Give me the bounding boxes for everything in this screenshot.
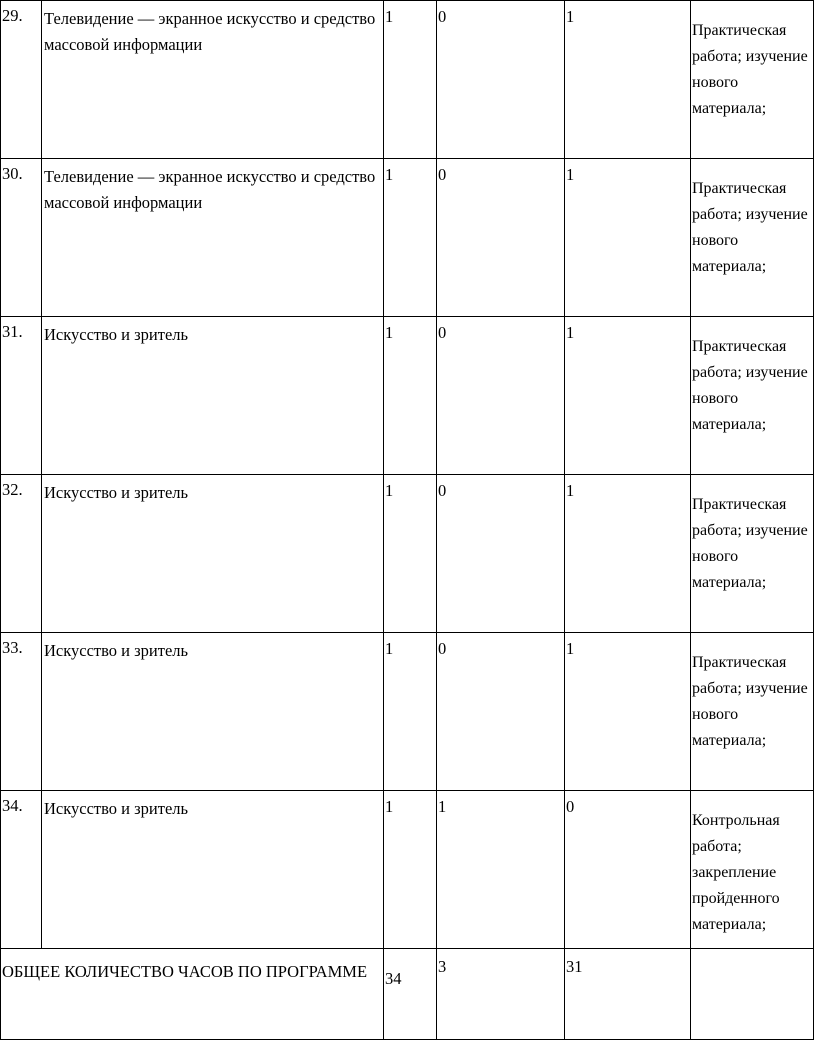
lesson-topic: Телевидение — экранное искусство и средство массовой информации [42,1,384,159]
hours-practice: 1 [565,317,691,475]
lesson-type: Практическая работа; изучение нового материала; [691,633,814,791]
hours-total: 1 [384,475,437,633]
hours-total: 1 [384,317,437,475]
lesson-type: Практическая работа; изучение нового материала; [691,317,814,475]
lesson-type: Практическая работа; изучение нового материала; [691,1,814,159]
table-row [1,1,814,159]
lesson-number: 32. [1,475,42,633]
hours-practice: 1 [565,159,691,317]
lesson-type: Контрольная работа; закрепление пройденного материала; [691,791,814,949]
total-hours-label: ОБЩЕЕ КОЛИЧЕСТВО ЧАСОВ ПО ПРОГРАММЕ [1,949,384,1040]
hours-total: 1 [384,159,437,317]
table-row [1,791,814,949]
lesson-type: Практическая работа; изучение нового материала; [691,159,814,317]
total-hours-control: 3 [437,949,565,1040]
hours-control: 1 [437,791,565,949]
lesson-number: 34. [1,791,42,949]
table-row [1,475,814,633]
hours-control: 0 [437,159,565,317]
hours-control: 0 [437,475,565,633]
lesson-type: Практическая работа; изучение нового материала; [691,475,814,633]
hours-practice: 1 [565,475,691,633]
lesson-topic: Искусство и зритель [42,475,384,633]
lesson-number: 30. [1,159,42,317]
hours-total: 1 [384,633,437,791]
total-hours-all: 34 [384,949,437,1040]
total-empty-cell [691,949,814,1040]
hours-practice: 0 [565,791,691,949]
lesson-number: 33. [1,633,42,791]
hours-practice: 1 [565,1,691,159]
hours-practice: 1 [565,633,691,791]
total-hours-practice: 31 [565,949,691,1040]
hours-total: 1 [384,791,437,949]
total-row [1,949,814,1040]
table-row [1,317,814,475]
hours-total: 1 [384,1,437,159]
lesson-topic: Искусство и зритель [42,633,384,791]
lesson-topic: Телевидение — экранное искусство и средство массовой информации [42,159,384,317]
lesson-topic: Искусство и зритель [42,791,384,949]
hours-control: 0 [437,1,565,159]
table-row [1,159,814,317]
table-row [1,633,814,791]
hours-control: 0 [437,633,565,791]
lesson-topic: Искусство и зритель [42,317,384,475]
lesson-number: 29. [1,1,42,159]
hours-control: 0 [437,317,565,475]
lesson-number: 31. [1,317,42,475]
